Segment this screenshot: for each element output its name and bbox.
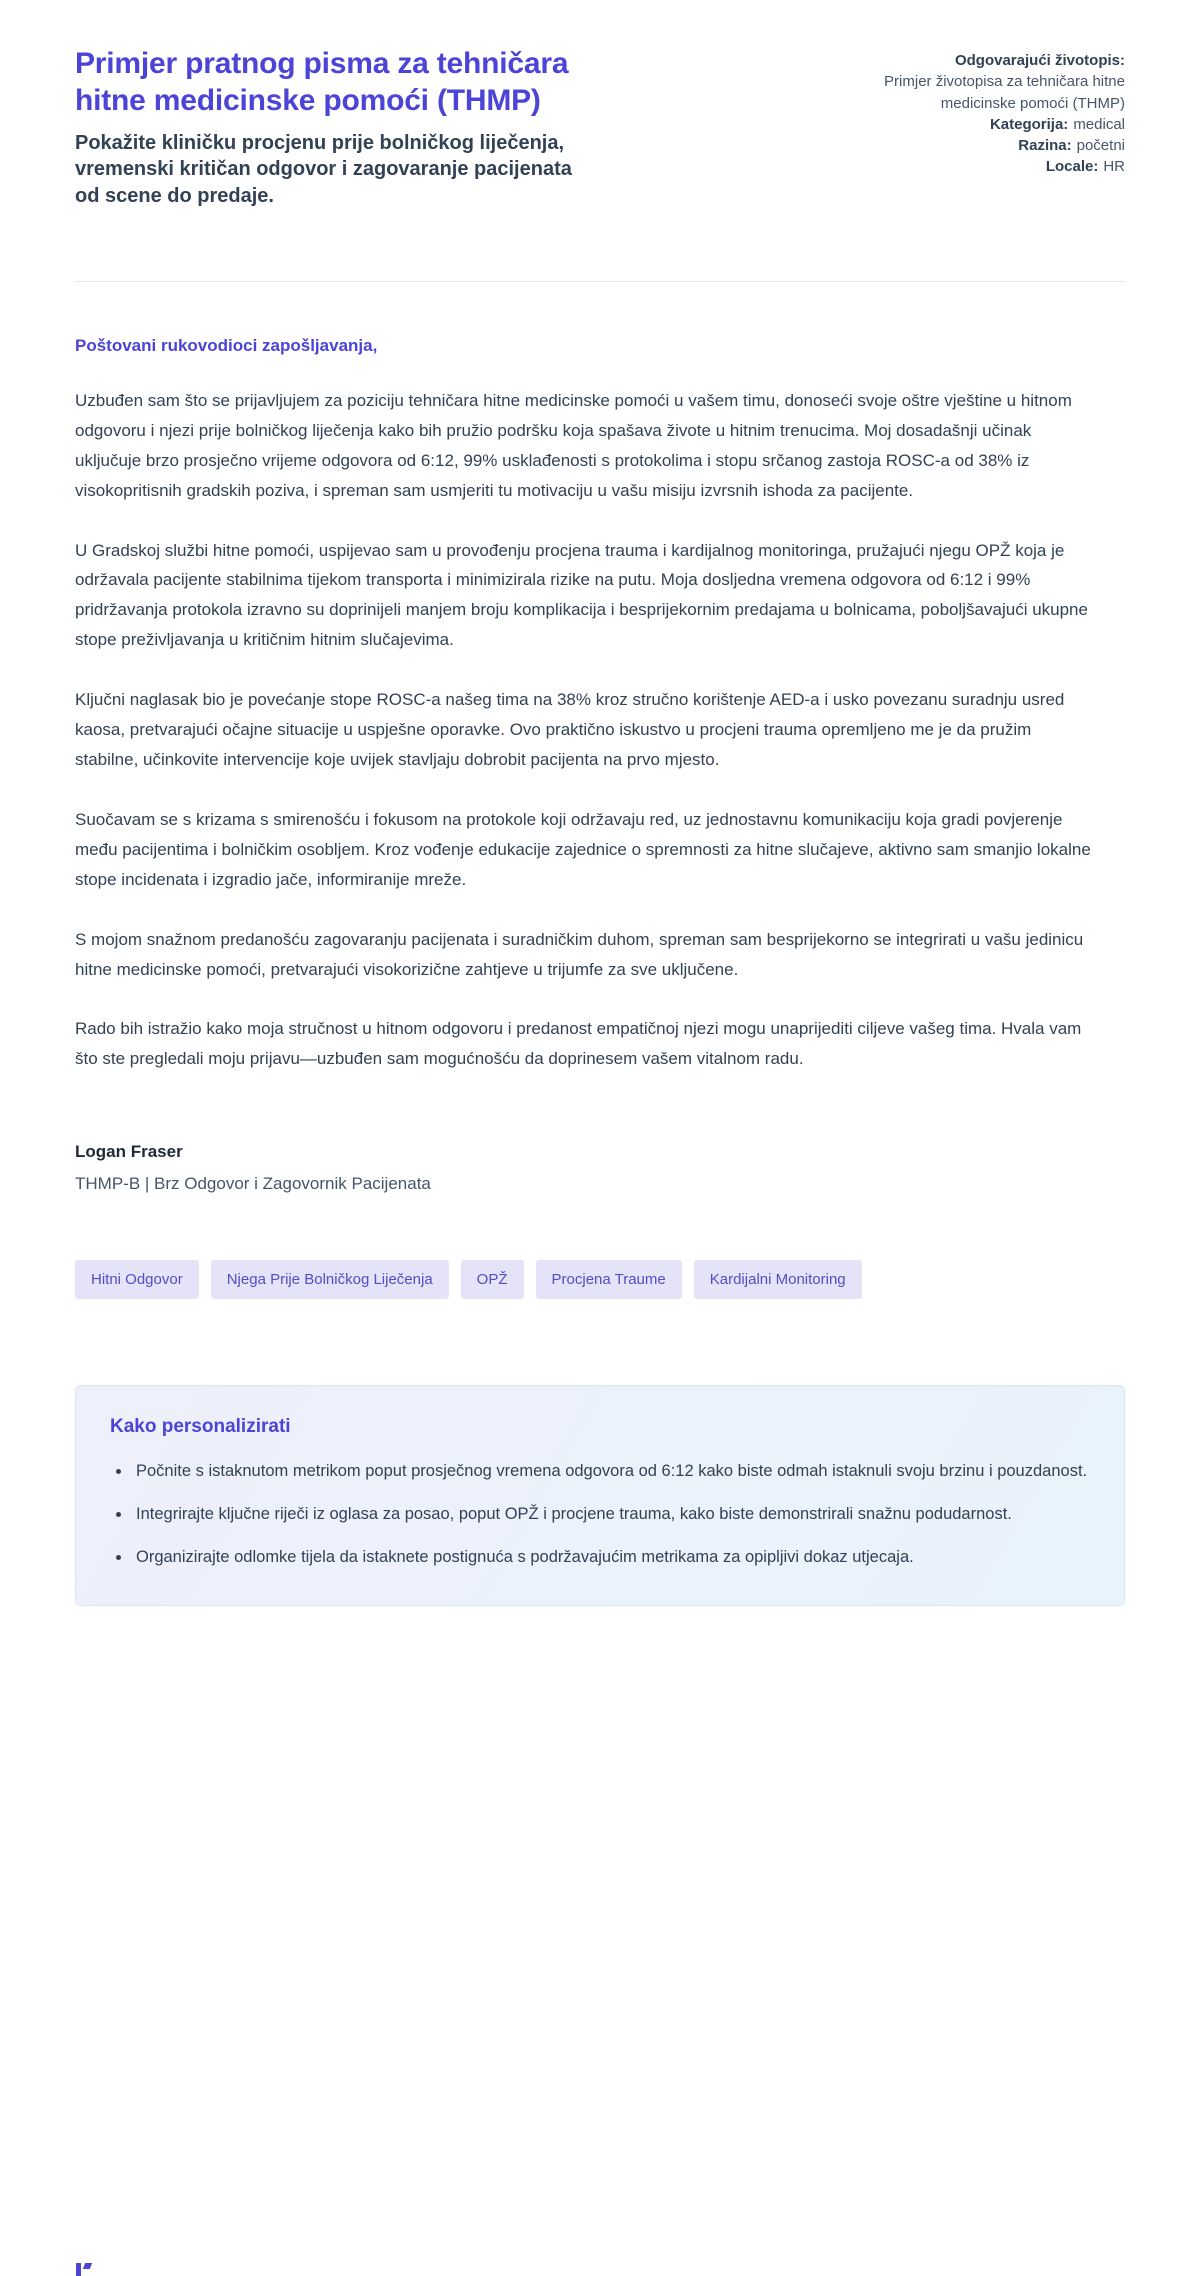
meta-locale-label: Locale: — [1045, 158, 1099, 176]
meta-level-value: početni — [1076, 137, 1125, 155]
signature-name: Logan Fraser — [75, 1142, 183, 1162]
page-subtitle: Pokažite kliničku procjenu prije bolničkog liječenja, vremenski kritičan odgovor i zagovaranje pacijenata od scene do predaje. — [75, 131, 572, 207]
header-divider — [75, 281, 1125, 282]
letter-paragraph-4: Suočavam se s krizama s smirenošću i fokusom na protokole koji održavaju red, uz jednostavnu komunikaciju koja gradi povjerenje među pacijentima i bolničkim osobljem. Kroz vođenje edukacije zajednice o spremnosti za hitne slučajeve, aktivno sam smanjio lokalne stope incidenata i izgradio jače, informiranije mreže. — [75, 809, 1091, 889]
letter-greeting: Poštovani rukovodioci zapošljavanja, — [75, 335, 378, 355]
page-title: Primjer pratnog pisma za tehničara hitne medicinske pomoći (THMP) — [75, 47, 569, 117]
meta-resume-label: Odgovarajući životopis: — [954, 52, 1125, 69]
signature-role: THMP-B | Brz Odgovor i Zagovornik Pacijenata — [75, 1174, 431, 1194]
meta-category-row — [785, 114, 1125, 135]
tag-procjena-traume: Procjena Traume — [536, 1260, 682, 1299]
letter-paragraph-6: Rado bih istražio kako moja stručnost u hitnom odgovoru i predanost empatičnoj njezi mogu unaprijediti ciljeve vašeg tima. Hvala vam što ste pregledali moju prijavu—uzbuđen sam mogućnošću da doprinesem vašem vitalnom radu. — [75, 1019, 1082, 1069]
meta-level-row — [785, 135, 1125, 156]
letter-body — [75, 336, 1125, 1606]
letter-paragraph-2: U Gradskoj službi hitne pomoći, uspijevao sam u provođenju procjena trauma i kardijalnog monitoringa, pružajući njegu OPŽ koja je održavala pacijente stabilnima tijekom transporta i minimizirala rizike na putu. Moja dosljedna vremena odgovora od 6:12 i 99% pridržavanja protokola izravno su doprinijeli manjem broju komplikacija i besprijekornim predajama u bolnicama, poboljšavajući ukupne stope preživljavanja u kritičnim hitnim slučajevima. — [75, 540, 1088, 650]
tag-opz: OPŽ — [461, 1260, 524, 1299]
tips-list — [110, 1458, 1090, 1571]
tag-list — [75, 1260, 1125, 1299]
tip-item-2: • Integrirajte ključne riječi iz oglasa za posao, poput OPŽ i procjene trauma, kako biste demonstrirali snažnu podudarnost. — [132, 1501, 1090, 1529]
tag-kardijalni-monitoring: Kardijalni Monitoring — [694, 1260, 862, 1299]
tip-item-1: • Počnite s istaknutom metrikom poput prosječnog vremena odgovora od 6:12 kako biste odmah istaknuli svoju brzinu i pouzdanost. — [132, 1458, 1090, 1486]
meta-category-value: medical — [1073, 115, 1125, 133]
meta-resume-value: Primjer životopisa za tehničara hitne medicinske pomoći (THMP) — [884, 73, 1125, 112]
meta-panel — [785, 46, 1125, 209]
tag-hitni-odgovor: Hitni Odgovor — [75, 1260, 199, 1299]
letter-paragraph-3: Ključni naglasak bio je povećanje stope ROSC-a našeg tima na 38% kroz stručno korištenje AED-a i usko povezanu suradnju usred kaosa, pretvarajući očajne situacije u uspješne oporavke. Ovo praktično iskustvo u procjeni trauma opremljeno me je da pružim stabilne, učinkovite intervencije koje uvijek stavljaju dobrobit pacijenta na prvo mjesto. — [75, 690, 1065, 770]
header-title-block — [75, 46, 595, 209]
header — [75, 46, 1125, 209]
personalization-tips-box — [75, 1385, 1125, 1606]
letter-paragraph-1: Uzbuđen sam što se prijavljujem za poziciju tehničara hitne medicinske pomoći u vašem timu, donoseći svoje oštre vještine u hitnom odgovoru i njezi prije bolničkog liječenja kako bih pružio podršku koja spašava živote u hitnim trenucima. Moj dosadašnji učinak uključuje brzo prosječno vrijeme odgovora od 6:12, 99% usklađenosti s protokolima i stopu srčanog zastoja ROSC-a od 38% iz visokopritisnih gradskih poziva, i spreman sam usmjeriti tu motivaciju u vašu misiju izvrsnih ishoda za pacijente. — [75, 390, 1072, 500]
meta-locale-row — [785, 156, 1125, 177]
tag-njega-prije-bolnickog-lijecenja: Njega Prije Bolničkog Liječenja — [211, 1260, 449, 1299]
tip-item-3: • Organizirajte odlomke tijela da istaknete postignuća s podržavajućim metrikama za opipljivi dokaz utjecaja. — [132, 1544, 1090, 1572]
meta-level-label: Razina: — [1018, 137, 1072, 155]
meta-resume-label-row — [785, 50, 1125, 71]
signature-block — [75, 1142, 1125, 1194]
letter-paragraph-5: S mojom snažnom predanošću zagovaranju pacijenata i suradničkim duhom, spreman sam besprijekorno se integrirati u vašu jedinicu hitne medicinske pomoći, pretvarajući visokorizične zahtjeve u trijumfe za sve uključene. — [75, 929, 1084, 979]
meta-category-label: Kategorija: — [989, 115, 1069, 133]
clipped-next-section-fragment — [76, 2263, 94, 2276]
tips-heading: Kako personalizirati — [110, 1416, 291, 1438]
meta-locale-value: HR — [1103, 158, 1125, 176]
